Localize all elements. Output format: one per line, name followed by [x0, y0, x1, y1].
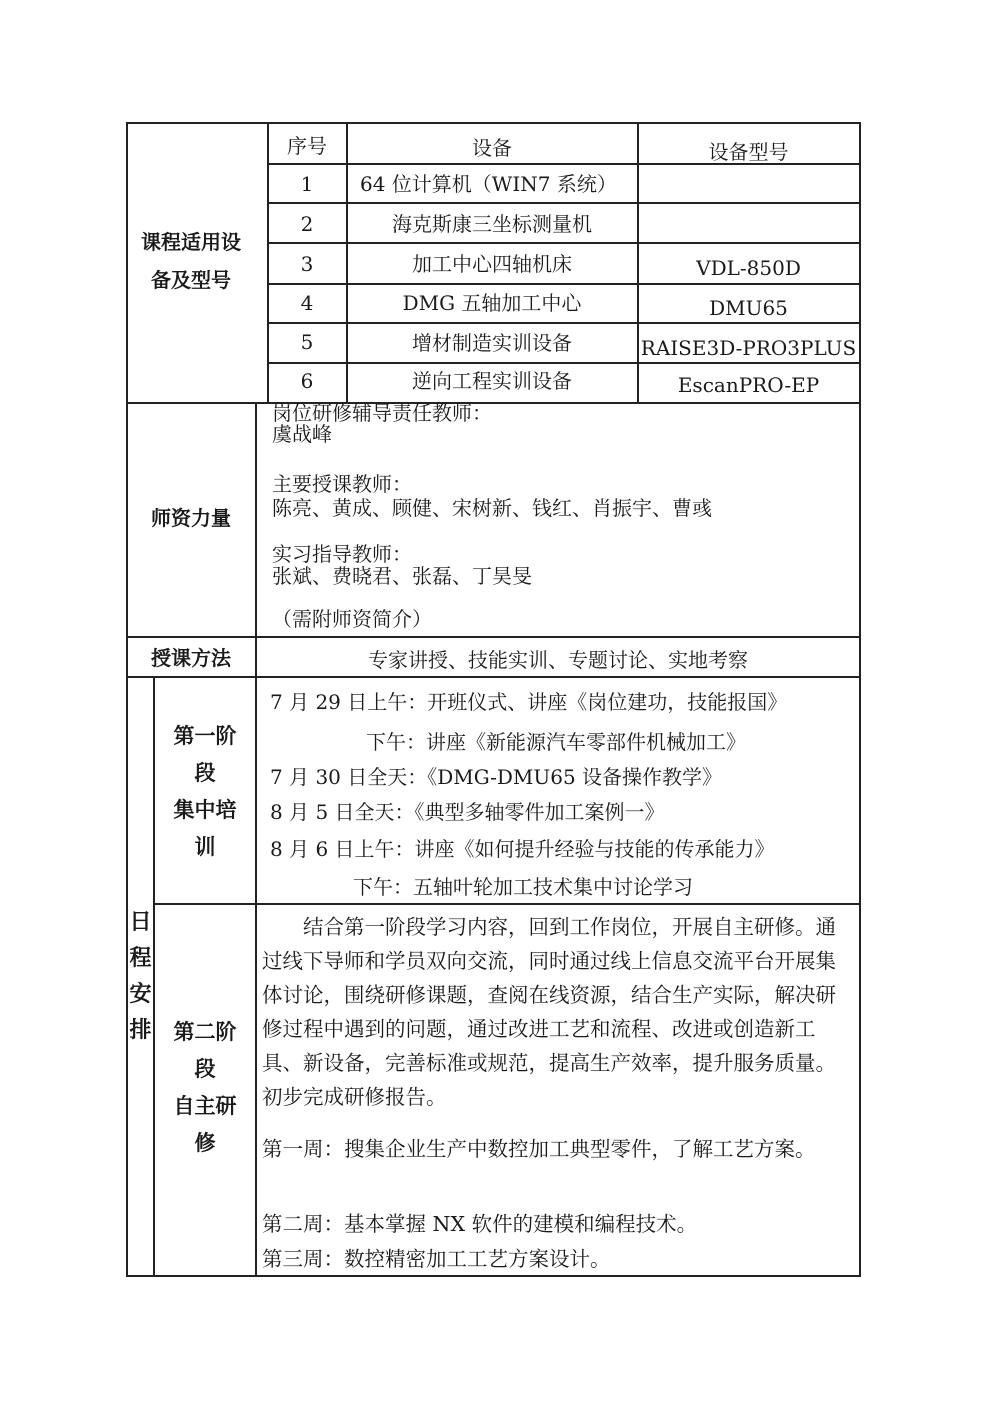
row-model: RAISE3D-PRO3PLUS: [640, 336, 857, 360]
grid-line: [267, 362, 861, 364]
faculty-teachers-title: 主要授课教师：: [272, 472, 412, 496]
row-number: 4: [300, 291, 314, 315]
stage1-label-line: 训: [194, 834, 216, 859]
row-number: 6: [300, 369, 314, 393]
row-number: 1: [300, 172, 314, 196]
header-device: 设备: [472, 136, 512, 160]
faculty-note: （需附师资简介）: [272, 607, 432, 631]
row-number: 2: [300, 212, 314, 236]
header-number: 序号: [287, 134, 327, 158]
schedule-label-char: 安: [129, 981, 152, 1007]
stage2-week1: 第一周：搜集企业生产中数控加工典型零件，了解工艺方案。: [262, 1137, 816, 1161]
row-device: 逆向工程实训设备: [412, 369, 572, 393]
grid-line: [267, 322, 861, 324]
method-label: 授课方法: [151, 646, 231, 670]
equipment-label-line1: 课程适用设: [141, 230, 241, 254]
stage2-label-line: 修: [194, 1130, 216, 1155]
grid-line: [267, 202, 861, 204]
schedule-label-char: 排: [129, 1017, 152, 1043]
faculty-teachers-names: 陈亮、黄成、顾健、宋树新、钱红、肖振宇、曹彧: [272, 496, 712, 520]
stage2-paragraph: 结合第一阶段学习内容，回到工作岗位，开展自主研修。通过线下导师和学员双向交流，同时通过线上信息交流平台开展集体讨论，围绕研修课题，查阅在线资源，结合生产实际，解决研修过程中遇到的问题，通过改进工艺和流程、改进或创造新工具、新设备，完善标准或规范，提高生产效率，提升服务质量。初步完成研修报告。: [262, 915, 836, 1109]
grid-line: [255, 402, 257, 678]
stage2-week3: 第三周：数控精密加工工艺方案设计。: [262, 1247, 611, 1271]
grid-line: [127, 1275, 861, 1277]
row-device: 加工中心四轴机床: [412, 252, 572, 276]
equipment-label-line2: 备及型号: [151, 268, 231, 292]
schedule-label-char: 程: [129, 945, 152, 971]
stage1-label-line: 集中培: [173, 797, 237, 822]
faculty-instructors-title: 实习指导教师：: [272, 542, 412, 566]
header-model: 设备型号: [708, 140, 789, 164]
row-number: 5: [300, 330, 314, 354]
schedule-label-char: 日: [129, 909, 152, 935]
stage2-week2: 第二周：基本掌握 NX 软件的建模和编程技术。: [262, 1212, 698, 1236]
stage1-line: 8 月 5 日全天：《典型多轴零件加工案例一》: [270, 800, 665, 824]
faculty-label: 师资力量: [151, 506, 231, 530]
row-device: DMG 五轴加工中心: [402, 291, 582, 315]
grid-line: [126, 122, 128, 1277]
method-value: 专家讲授、技能实训、专题讨论、实地考察: [368, 648, 748, 672]
row-device: 海克斯康三坐标测量机: [392, 212, 592, 236]
grid-line: [127, 636, 861, 638]
stage1-line: 下午：五轴叶轮加工技术集中讨论学习: [353, 875, 693, 899]
grid-line: [153, 903, 861, 905]
stage2-label-line: 第二阶: [173, 1019, 237, 1044]
grid-line: [267, 242, 861, 244]
grid-line: [127, 402, 861, 404]
row-model: EscanPRO-EP: [677, 373, 820, 397]
grid-line: [267, 283, 861, 285]
faculty-mentor-title: 岗位研修辅导责任教师：: [272, 401, 492, 425]
stage1-line: 7 月 30 日全天：《DMG-DMU65 设备操作教学》: [270, 765, 723, 789]
row-model: DMU65: [709, 296, 788, 320]
stage1-label-line: 段: [194, 760, 216, 785]
grid-line: [127, 676, 861, 678]
grid-line: [127, 122, 861, 124]
stage1-label-line: 第一阶: [173, 723, 237, 748]
faculty-instructors-names: 张斌、费晓君、张磊、丁昊旻: [272, 564, 532, 588]
row-device: 64 位计算机（WIN7 系统）: [360, 172, 617, 196]
stage1-line: 下午：讲座《新能源汽车零部件机械加工》: [366, 730, 746, 754]
stage1-line: 8 月 6 日上午：讲座《如何提升经验与技能的传承能力》: [270, 837, 775, 861]
stage2-label-line: 自主研: [173, 1093, 237, 1118]
row-number: 3: [300, 252, 314, 276]
row-model: VDL-850D: [696, 256, 801, 280]
row-device: 增材制造实训设备: [412, 331, 572, 355]
grid-line: [255, 676, 257, 1277]
stage1-line: 7 月 29 日上午：开班仪式、讲座《岗位建功，技能报国》: [270, 690, 788, 714]
faculty-mentor-name: 虞战峰: [272, 422, 332, 446]
stage2-label-line: 段: [194, 1056, 216, 1081]
